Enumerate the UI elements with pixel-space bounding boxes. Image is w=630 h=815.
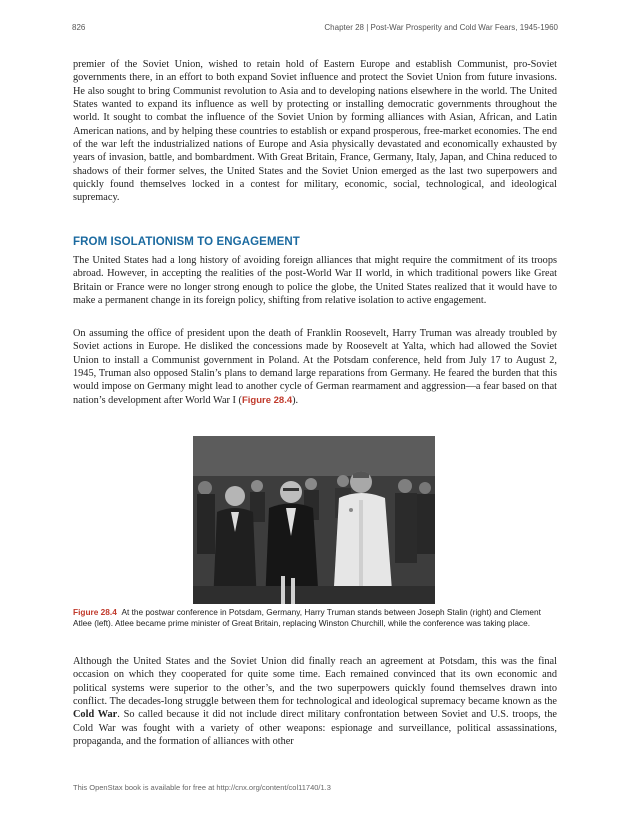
body-paragraph-1 (73, 58, 557, 205)
body-paragraph-4 (73, 655, 557, 748)
paragraph-text-a: Although the United States and the Soviet Union did finally reach an agreement at Potsdam, this was the final occasion on which they cooperated for quite some time. Each remained convinced that its own economic and political systems were superior to the other’s, and the two superpowers quickly found themselves drawn into conflict. The decades-long struggle between them for technological and ideological supremacy became known as the (73, 656, 557, 708)
paragraph-text (73, 655, 557, 748)
body-paragraph-2 (73, 254, 557, 307)
running-head: Chapter 28 | Post-War Prosperity and Cold War Fears, 1945-1960 (324, 23, 558, 32)
figure-label: Figure 28.4 (73, 607, 117, 617)
paragraph-text-b: . So called because it did not include direct military confrontation between Soviet and U.S. troops, the Cold War was fought with a variety of other weapons: espionage and surveillance, political assassinations, propaganda, and the formation of alliances with other (73, 709, 557, 748)
page-number: 826 (72, 23, 86, 32)
section-heading: FROM ISOLATIONISM TO ENGAGEMENT (73, 236, 300, 248)
paragraph-text-end: ). (292, 394, 299, 406)
paragraph-text: premier of the Soviet Union, wished to retain hold of Eastern Europe and establish Communist, pro-Soviet governments there, in an effort to both expand Soviet influence and protect the Soviet Union from future invasions. He also sought to bring Communist revolution to Asia and to developing nations elsewhere in the world. The United States wanted to expand its influence as well by protecting or installing democratic governments throughout the world. It sought to combat the influence of the Soviet Union by forming alliances with Asian, African, and Latin American nations, and by helping these countries to establish or expand prosperous, free-market economies. The end of the war left the industrialized nations of Europe and Asia physically devastated and economically exhausted by years of invasion, battle, and bombardment. With Great Britain, France, Germany, Italy, Japan, and China reduced to shadows of their former selves, the United States and the Soviet Union emerged as the last two superpowers and quickly found themselves locked in a contest for military, economic, social, technological, and ideological supremacy. (73, 59, 557, 204)
paragraph-text (73, 327, 557, 407)
paragraph-text-main: On assuming the office of president upon the death of Franklin Roosevelt, Harry Truman was already troubled by Soviet actions in Europe. He disliked the concessions made by Roosevelt at Yalta, which had allowed the Soviet Union to install a Communist government in Poland. At the Potsdam conference, held from July 17 to August 2, 1945, Truman also opposed Stalin’s plans to demand large reparations from Germany. He feared the burden that this would impose on Germany might lead to another cycle of German rearmament and aggression—a fear based on that nation’s development after World War I ( (73, 328, 557, 406)
potsdam-photograph (193, 436, 435, 604)
photo-illustration (193, 436, 435, 604)
figure-reference-link[interactable]: Figure 28.4 (241, 394, 293, 406)
figure-caption (73, 607, 553, 628)
page-header (72, 23, 558, 35)
body-paragraph-3 (73, 327, 557, 407)
paragraph-text: The United States had a long history of avoiding foreign alliances that might require the commitment of its troops abroad. However, in accepting the realities of the post-World War II world, in which traditional powers like Great Britain or France were no longer strong enough to police the globe, the United States realized that it would have to make a permanent change in its foreign policy, shifting from relative isolation to active engagement. (73, 255, 557, 307)
page-footer: This OpenStax book is available for free at http://cnx.org/content/col11740/1.3 (73, 783, 331, 792)
figure-caption-text: At the postwar conference in Potsdam, Germany, Harry Truman stands between Joseph Stalin (right) and Clement Atlee (left). Atlee became prime minister of Great Britain, replacing Winston Churchill, while the conference was taking place. (73, 607, 541, 628)
key-term: Cold War (73, 709, 118, 721)
